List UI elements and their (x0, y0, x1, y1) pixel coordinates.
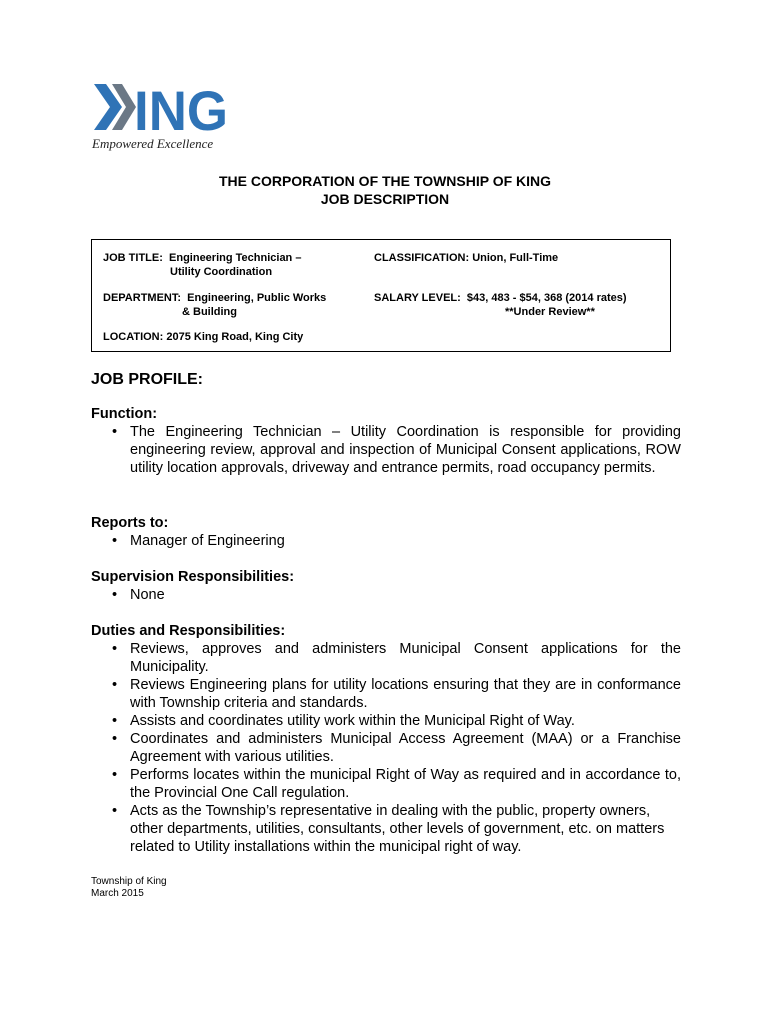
job-title-label: JOB TITLE: (103, 252, 163, 264)
salary-note: **Under Review** (505, 306, 595, 318)
duties-item: • Reviews, approves and administers Municipal Consent applications for the Municipality. (91, 640, 681, 676)
title-line-2: JOB DESCRIPTION (320, 191, 450, 207)
reports-item: • Manager of Engineering (91, 532, 681, 550)
salary-label: SALARY LEVEL: (374, 292, 461, 304)
job-title-value: Engineering Technician – (169, 252, 302, 264)
job-title-field (103, 251, 301, 279)
department-label: DEPARTMENT: (103, 292, 182, 304)
department-field (103, 291, 326, 319)
duties-section (91, 622, 681, 856)
classification-label: CLASSIFICATION: (374, 252, 470, 264)
reports-section (91, 514, 681, 550)
reports-heading: Reports to: (91, 515, 169, 531)
footer-date: March 2015 (91, 888, 144, 899)
function-heading: Function: (91, 406, 158, 422)
function-item: • The Engineering Technician – Utility Coordination is responsible for providing engineering review, approval and inspection of Municipal Consent applications, ROW utility location approvals, driveway and entrance permits, road occupancy permits. (91, 423, 681, 477)
duties-item: • Acts as the Township’s representative in dealing with the public, property owners, other departments, utilities, consultants, other levels of government, etc. on matters related to Utility installations within the municipal right of way. (91, 802, 681, 856)
salary-field (374, 291, 627, 319)
duties-item: • Coordinates and administers Municipal Access Agreement (MAA) or a Franchise Agreement with various utilities. (91, 730, 681, 766)
job-info-box (91, 239, 671, 352)
department-value-2: & Building (182, 306, 237, 318)
duties-heading: Duties and Responsibilities: (91, 623, 286, 639)
title-line-1: THE CORPORATION OF THE TOWNSHIP OF KING (218, 173, 552, 189)
logo-tagline: Empowered Excellence (92, 136, 214, 151)
location-label: LOCATION: (103, 331, 164, 343)
duties-item: • Performs locates within the municipal Right of Way as required and in accordance to, the Provincial One Call regulation. (91, 766, 681, 802)
function-section (91, 405, 681, 477)
job-profile-heading-block (91, 371, 681, 389)
job-profile-heading: JOB PROFILE: (91, 371, 204, 388)
logo-wordmark: ING (134, 80, 228, 136)
duties-item: • Reviews Engineering plans for utility locations ensuring that they are in conformance with Township criteria and standards. (91, 676, 681, 712)
supervision-item: • None (91, 586, 681, 604)
classification-field (374, 251, 558, 265)
duties-item: • Assists and coordinates utility work within the Municipal Right of Way. (91, 712, 681, 730)
salary-value: $43, 483 - $54, 368 (2014 rates) (466, 292, 627, 304)
document-title (0, 172, 770, 208)
page-footer (91, 876, 167, 900)
footer-organization: Township of King (91, 876, 167, 887)
supervision-heading: Supervision Responsibilities: (91, 569, 295, 585)
classification-value: Union, Full-Time (472, 252, 559, 264)
job-title-value-2: Utility Coordination (170, 266, 273, 278)
king-logo-mark (92, 80, 232, 136)
department-value: Engineering, Public Works (187, 292, 327, 304)
location-field (103, 330, 303, 344)
location-value: 2075 King Road, King City (166, 331, 304, 343)
supervision-section (91, 568, 681, 604)
